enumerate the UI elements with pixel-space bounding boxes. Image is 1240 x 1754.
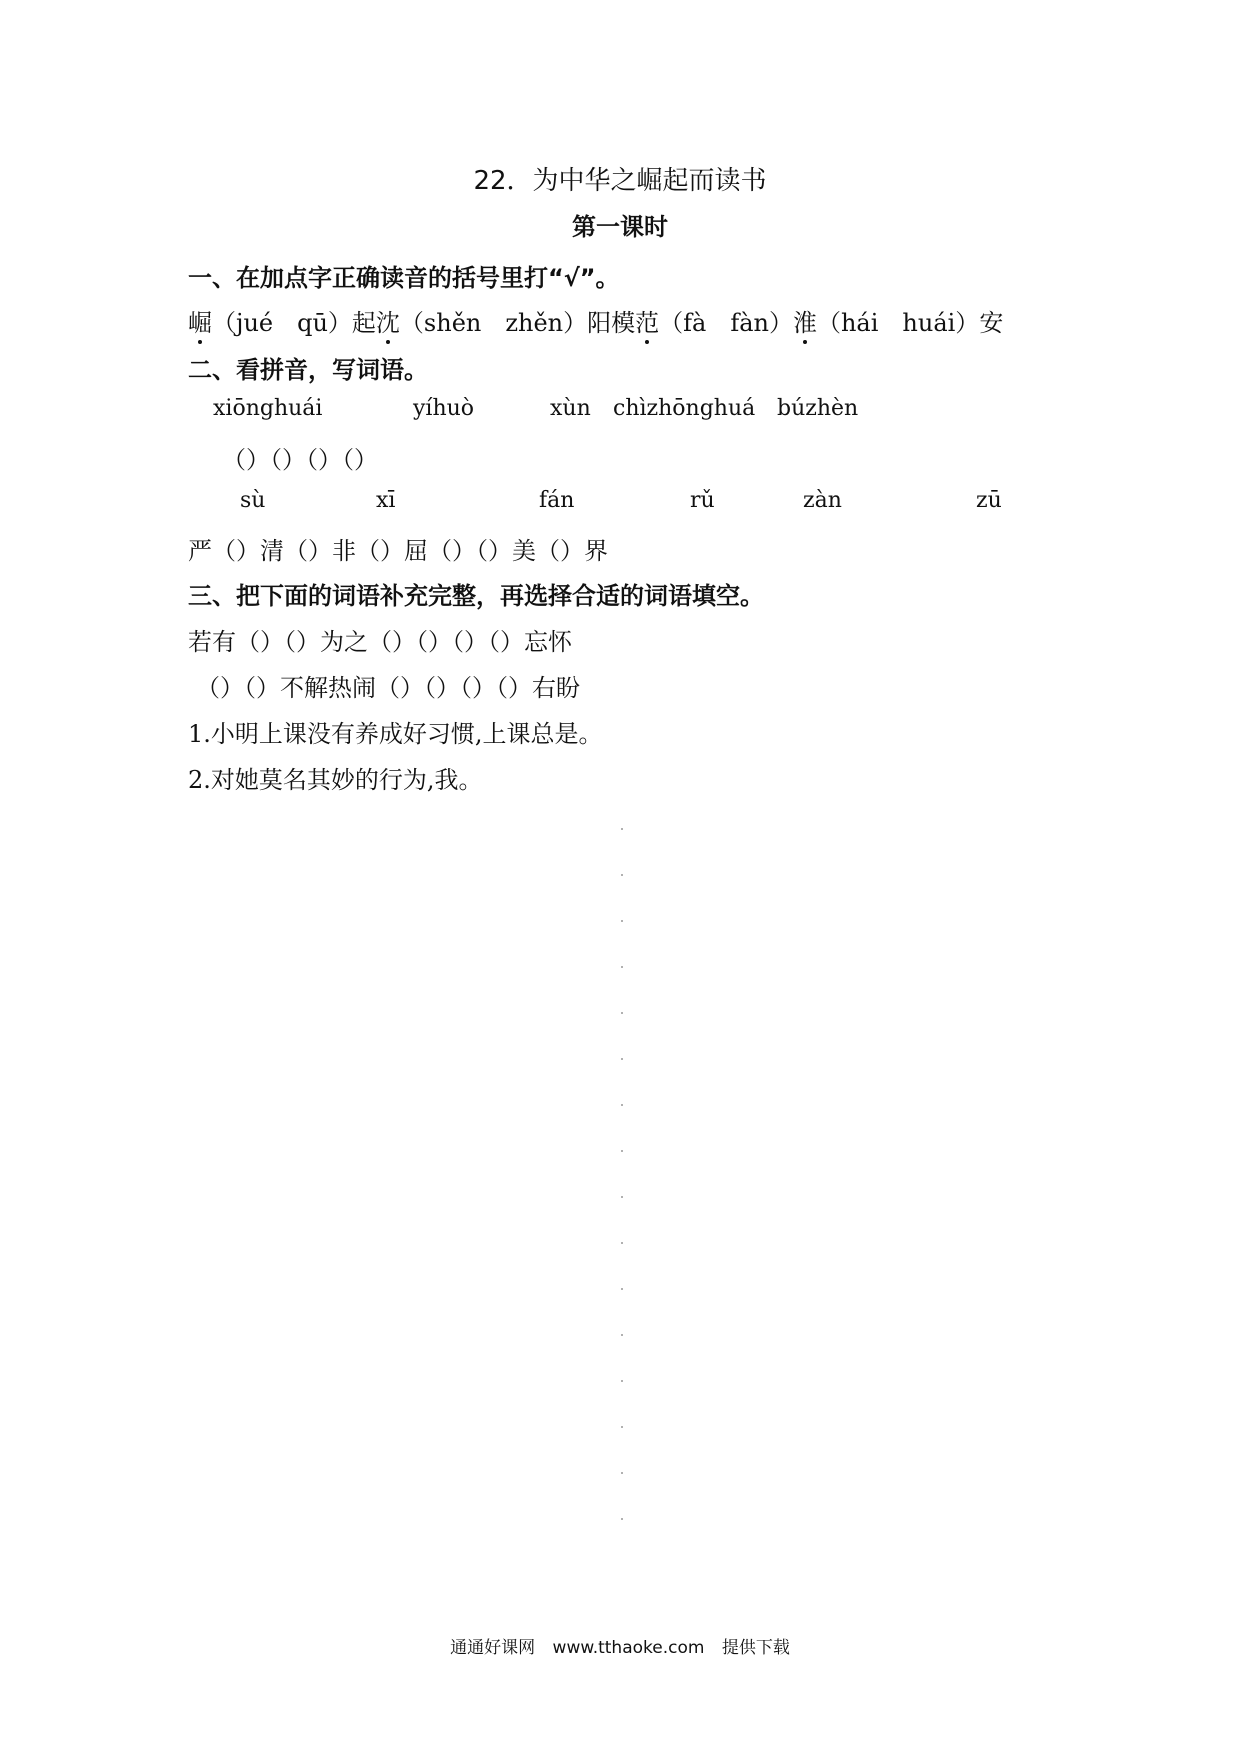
- section3-heading: 三、把下面的词语补充完整，再选择合适的词语填空。: [188, 582, 764, 610]
- footer-site: 通通好课网: [450, 1638, 536, 1658]
- pinyin-label: rǔ: [690, 488, 715, 513]
- text: 安: [979, 309, 1004, 337]
- pinyin-label: zàn: [803, 488, 842, 513]
- pinyin-label: xiōnghuái: [213, 396, 323, 421]
- dotted-char: 沈: [376, 303, 400, 338]
- pinyin-label: búzhèn: [777, 396, 859, 421]
- page-title: 22．为中华之崛起而读书: [473, 166, 767, 196]
- text: 起: [351, 309, 376, 337]
- options: （jué qū）: [212, 309, 352, 337]
- answer-blanks: （）（）（）（）: [222, 446, 378, 474]
- options: （hái huái）: [816, 309, 980, 337]
- pinyin-label: zū: [976, 488, 1002, 513]
- fill-question: 1.小明上课没有养成好习惯,上课总是。: [188, 720, 603, 748]
- dotted-char: 崛: [188, 303, 212, 338]
- pinyin-label: sù: [240, 488, 266, 513]
- dotted-char: 淮: [793, 303, 817, 338]
- pinyin-label: chìzhōnghuá: [613, 396, 756, 421]
- pinyin-label: xùn: [550, 396, 591, 421]
- text: 阳模: [587, 309, 636, 337]
- options: （fà fàn）: [659, 309, 793, 337]
- fill-question: 2.对她莫名其妙的行为,我。: [188, 766, 483, 794]
- dotted-char: 范: [635, 303, 659, 338]
- page-subtitle: 第一课时: [572, 213, 668, 241]
- footer-tail: 提供下载: [721, 1638, 790, 1658]
- word-blanks: 严（）清（）非（）屈（）（）美（）界: [188, 537, 608, 565]
- footer: [0, 1633, 1240, 1658]
- pinyin-label: fán: [539, 488, 575, 513]
- idiom-line: 若有（）（）为之（）（）（）（）忘怀: [188, 628, 572, 656]
- section1-heading: 一、在加点字正确读音的括号里打“√”。: [188, 264, 620, 292]
- footer-url[interactable]: www.tthaoke.com: [552, 1638, 705, 1658]
- idiom-line: （）（）不解热闹（）（）（）（）右盼: [196, 674, 580, 702]
- options: （shěn zhěn）: [399, 309, 588, 337]
- pinyin-label: xī: [376, 488, 396, 513]
- section1-question: [188, 303, 1003, 338]
- section2-heading: 二、看拼音，写词语。: [188, 356, 428, 384]
- pinyin-label: yíhuò: [413, 396, 475, 421]
